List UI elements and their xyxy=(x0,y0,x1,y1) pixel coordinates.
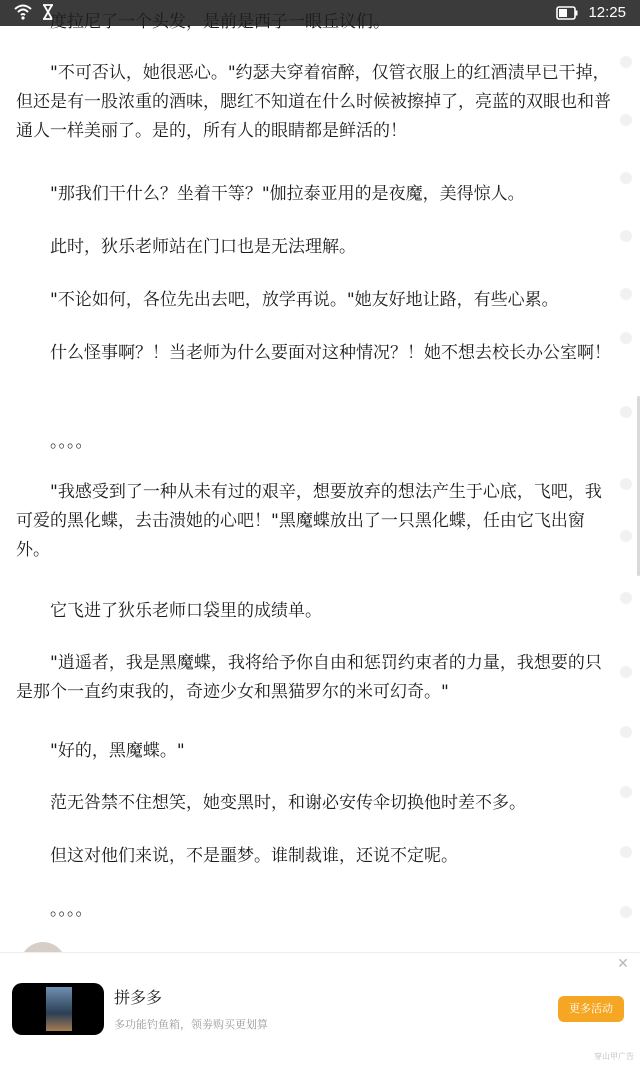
paragraph: 此时，狄乐老师站在门口也是无法理解。 xyxy=(50,237,356,257)
paragraph-ellipsis: 。。。。 xyxy=(50,432,93,452)
rail-dot xyxy=(620,726,632,738)
rail-dot xyxy=(620,478,632,490)
paragraph: 但这对他们来说，不是噩梦。谁制裁谁，还说不定呢。 xyxy=(50,846,458,866)
paragraph: 范无咎禁不住想笑，她变黑时，和谢必安传伞切换他时差不多。 xyxy=(50,793,526,813)
rail-dot xyxy=(620,530,632,542)
close-icon[interactable]: ✕ xyxy=(617,956,629,972)
rail-dot xyxy=(620,114,632,126)
paragraph: 它飞进了狄乐老师口袋里的成绩单。 xyxy=(50,601,322,621)
ad-thumbnail-image xyxy=(46,987,72,1031)
ad-label: 穿山甲广告 xyxy=(594,1052,634,1061)
ad-banner[interactable] xyxy=(0,952,640,1068)
paragraph-ellipsis: 。。。。 xyxy=(50,900,93,920)
paragraph: "那我们干什么？坐着干等？"伽拉泰亚用的是夜魔，美得惊人。 xyxy=(50,184,525,204)
ad-title[interactable]: 拼多多 xyxy=(114,988,163,1007)
paragraph: "我感受到了一种从未有过的艰辛，想要放弃的想法产生于心底，飞吧，我可爱的黑化蝶，去击溃她的心吧！"黑魔蝶放出了一只黑化蝶，任由它飞出窗外。 xyxy=(16,482,602,560)
paragraph: "逍遥者，我是黑魔蝶，我将给予你自由和惩罚约束者的力量，我想要的只是那个一直约束我的，奇迹少女和黑猫罗尔的米可幻奇。" xyxy=(16,653,602,702)
cut-off-paragraph: 度拉尼了一个头发，是前是西子一眼丘议们。 xyxy=(50,12,390,32)
paragraph: 什么怪事啊？！当老师为什么要面对这种情况？！她不想去校长办公室啊！ xyxy=(50,343,611,363)
rail-dot xyxy=(620,332,632,344)
rail-dot xyxy=(620,406,632,418)
rail-dot xyxy=(620,786,632,798)
rail-dot xyxy=(620,56,632,68)
rail-dot xyxy=(620,846,632,858)
rail-dot xyxy=(620,230,632,242)
paragraph: "好的，黑魔蝶。" xyxy=(50,741,185,761)
rail-dot xyxy=(620,172,632,184)
ad-thumbnail[interactable] xyxy=(12,983,104,1035)
rail-dot xyxy=(620,666,632,678)
more-activities-button[interactable]: 更多活动 xyxy=(558,996,624,1022)
rail-dot xyxy=(620,906,632,918)
rail-dot xyxy=(620,592,632,604)
paragraph: "不可否认，她很恶心。"约瑟夫穿着宿醉，仅管衣服上的红酒渍早已干掉，但还是有一股浓重的酒味，腮红不知道在什么时候被擦掉了，亮蓝的双眼也和普通人一样美丽了。是的，所有人的眼睛都是鲜活的！ xyxy=(16,63,611,141)
rail-dot xyxy=(620,288,632,300)
status-time: 12:25 xyxy=(588,4,626,21)
paragraph: "不论如何，各位先出去吧，放学再说。"她友好地让路，有些心累。 xyxy=(50,290,559,310)
ad-subtitle: 多功能钓鱼箱，领劵购买更划算 xyxy=(114,1018,268,1031)
